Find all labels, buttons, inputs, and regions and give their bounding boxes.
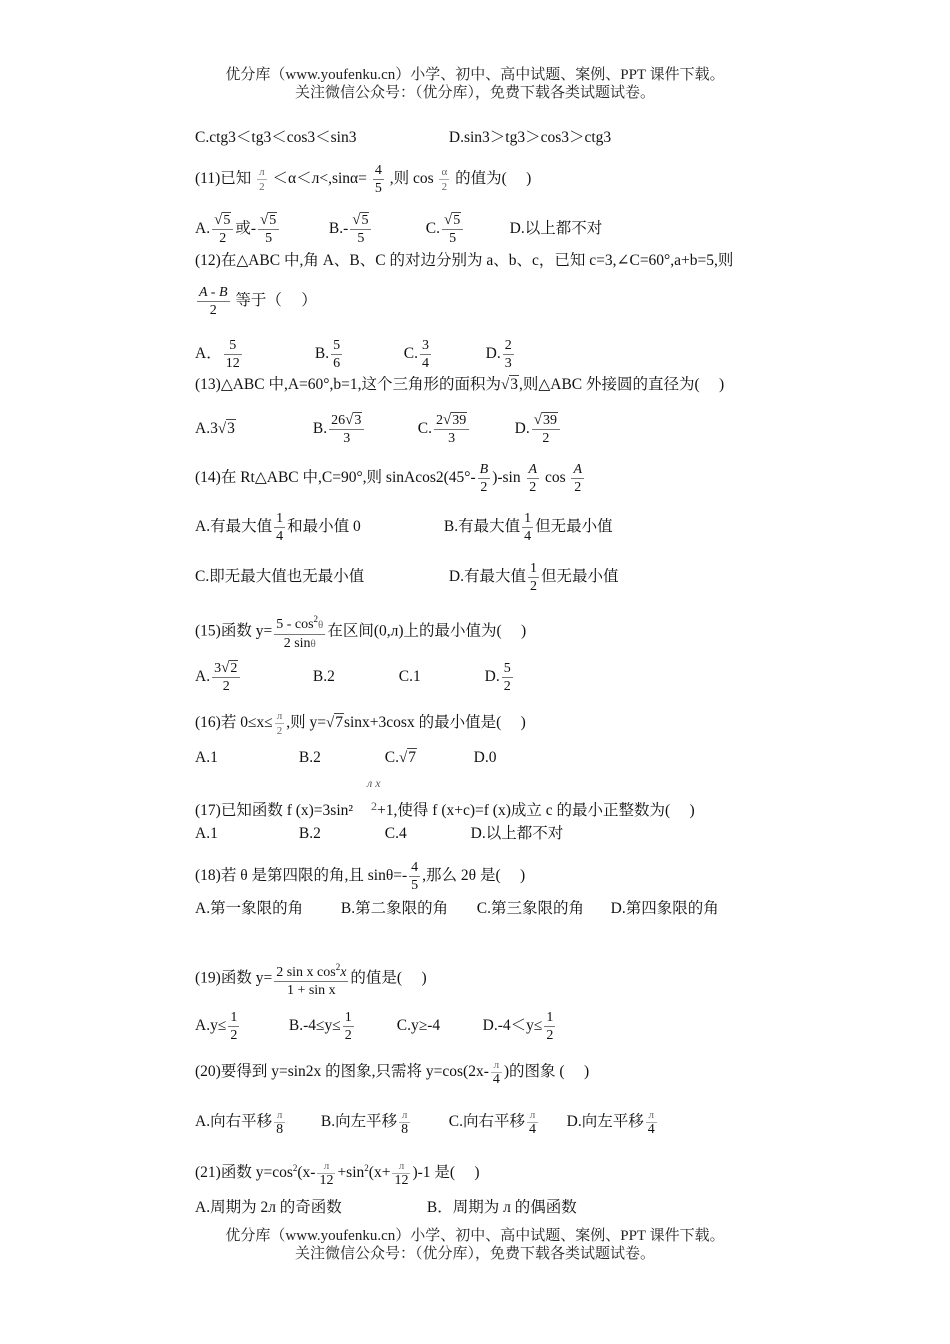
footer-line-2: 关注微信公众号：（优分库），免费下载各类试题试卷。 — [294, 1246, 655, 1262]
q13-options — [195, 412, 562, 447]
q14-options-cd — [195, 560, 618, 595]
q18-option-a: A.第一象限的角 — [195, 900, 304, 917]
q16-option-d: D.0 — [473, 749, 497, 766]
q21-stem: (21)函数 $y=\cos^2(x-$ $\frac{л}{12}$ $+\sin^2(x+$ $\frac{л}{12}$ )-1 是( ) — [195, 1159, 480, 1188]
q20-options — [195, 1108, 659, 1137]
q21-option-b: B．周期为 л 的偶函数 — [426, 1199, 577, 1216]
q19-option-d: D.-4＜y≤ $\frac{1}{2}$ — [482, 1010, 554, 1043]
frac-a-minus-b-over-2: $\frac{A - B}{2}$ — [199, 285, 228, 318]
frac-alpha-over-2: $\frac{\alpha}{2}$ — [441, 166, 448, 193]
q10-option-d: D.sin3＞tg3＞cos3＞ctg3 — [448, 129, 612, 146]
q15-option-a: A. $\frac{3√2}{2}$ — [195, 660, 309, 695]
q13-option-a: A.3√3 — [195, 420, 235, 438]
q16-option-b: B.2 — [298, 749, 321, 766]
q18-option-c: C.第三象限的角 — [476, 900, 584, 917]
q12-option-c: C. $\frac{3}{4}$ — [403, 338, 429, 371]
q19-option-a: A.y≤ $\frac{1}{2}$ — [195, 1010, 238, 1043]
q12-option-b: B. $\frac{5}{6}$ — [314, 338, 341, 371]
q18-options — [195, 899, 719, 919]
q17-option-a: A.1 — [195, 825, 218, 842]
q11-option-c: C. $\frac{√5}{5}$ — [426, 212, 506, 247]
q17-stem: (17)已知函数 f (x)=3sin² +1,使得 f (x+c)=f (x)成立 c 的最小正整数为( ) — [195, 802, 695, 819]
q13-stem: (13)△ABC 中,A=60°,b=1,这个三角形的面积为√3,则△ABC 外接圆的直径为( ) — [195, 376, 725, 393]
q11-options — [195, 212, 602, 247]
q19-options — [195, 1009, 557, 1044]
q17-option-b: B.2 — [298, 825, 321, 842]
q20-option-d: D.向左平移 $\frac{л}{4}$ — [566, 1109, 655, 1137]
q10-options — [195, 128, 611, 148]
q20-option-b: B.向左平移 $\frac{л}{8}$ — [320, 1109, 409, 1137]
q16-option-c: C.√7 — [384, 749, 416, 766]
q18-option-d: D.第四象限的角 — [610, 900, 719, 917]
q12-option-d: D. $\frac{2}{3}$ — [485, 338, 512, 371]
q19-option-c: C.y≥-4 — [396, 1017, 441, 1035]
q15-option-d: D. $\frac{5}{2}$ — [484, 661, 511, 694]
q17-options — [195, 824, 563, 844]
q20-option-a: A.向右平移 $\frac{л}{8}$ — [195, 1109, 284, 1137]
footer-line-1: 优分库（www.youfenku.cn）小学、初中、高中试题、案例、PPT 课件下载。 — [225, 1228, 725, 1244]
frac-4-5: $\frac{4}{5}$ — [374, 163, 382, 196]
q12-options — [195, 337, 516, 372]
frac-pi-over-2: $\frac{л}{2}$ — [259, 166, 265, 193]
q17-option-d: D.以上都不对 — [470, 825, 564, 842]
q16-stem: (16)若 0≤x≤ $\frac{л}{2}$ ,则 y=√7sinx+3cosx 的最小值是( ) — [195, 710, 526, 737]
q13-option-c: C. $\frac{2√39}{3}$ — [418, 412, 511, 447]
q13-option-b: B. $\frac{26√3}{3}$ — [313, 412, 414, 447]
q21-option-a: A.周期为 2л 的奇函数 — [195, 1199, 342, 1216]
q19-stem: (19)函数 y= $\frac{2 \sin x \cos^2x}{\text{1 + sin x}}$ 的值是( ) — [195, 959, 427, 999]
q16-option-a: A.1 — [195, 749, 218, 766]
q12-option-a: A． $\frac{5}{12}$ — [195, 338, 240, 371]
q12-stem: (12)在△ABC 中,角 A、B、C 的对边分别为 a、b、c，已知 c=3,∠C=60°,a+b=5,则 — [195, 252, 734, 269]
q21-options — [195, 1198, 577, 1218]
q20-option-c: C.向右平移 $\frac{л}{4}$ — [448, 1109, 536, 1137]
q11-stem: (11)已知 $\frac{л}{2}$ ＜α＜л<,sinα= $\frac{4}{5}$ ,则 cos $\frac{\alpha}{2}$ 的值为( ) — [195, 163, 532, 196]
q17-frac-top: л x — [367, 776, 381, 790]
q18-option-b: B.第二象限的角 — [340, 900, 449, 917]
q19-option-b: B.-4≤y≤ $\frac{1}{2}$ — [288, 1010, 352, 1043]
q13-option-d: D. $\frac{√39}{2}$ — [515, 412, 562, 447]
q18-stem: (18)若 θ 是第四限的角,且 sinθ=- $\frac{4}{5}$ ,那么 2θ 是( ) — [195, 860, 526, 893]
q15-options — [195, 660, 515, 695]
q17-frac-bottom: 2 — [371, 799, 377, 813]
q12-stem-2: $\frac{A - B}{2}$ 等于（ ） — [199, 285, 317, 318]
header-line-2: 关注微信公众号：（优分库），免费下载各类试题试卷。 — [294, 85, 655, 101]
q15-option-b: B.2 — [312, 668, 335, 686]
q20-stem: (20)要得到 y=sin2x 的图象,只需将 y=cos(2x- $\frac{л}{4}$ )的图象 ( ) — [195, 1059, 590, 1087]
q11-option-a: A. $\frac{√5}{2}$ 或- $\frac{√5}{5}$ — [195, 212, 325, 247]
q10-option-c: C.ctg3＜tg3＜cos3＜sin3 — [195, 129, 357, 146]
q14-option-a: A.有最大值 $\frac{1}{4}$ 和最小值 0 — [195, 511, 361, 544]
q15-stem: (15)函数 y= $\frac{5 - \cos^2\theta}{2 \sin\theta}$ 在区间(0,л)上的最小值为( ) — [195, 611, 526, 653]
q16-options — [195, 748, 496, 768]
q11-option-b: B.- $\frac{√5}{5}$ — [329, 212, 422, 247]
q15-option-c: C.1 — [398, 668, 421, 686]
q14-stem: (14)在 Rt△ABC 中,C=90°,则 sinAcos2(45°- $\frac{B}{2}$ )-sin $\frac{A}{2}$ cos $\frac{A}{2}$ — [195, 462, 583, 495]
q14-option-b: B.有最大值 $\frac{1}{4}$ 但无最小值 — [443, 511, 613, 544]
q14-option-d: D.有最大值 $\frac{1}{2}$ 但无最小值 — [448, 561, 619, 594]
q14-options-ab — [195, 510, 613, 545]
q11-option-d: D.以上都不对 — [509, 220, 603, 238]
q17-option-c: C.4 — [384, 825, 407, 842]
q14-option-c: C.即无最大值也无最小值 — [195, 568, 365, 586]
header-line-1: 优分库（www.youfenku.cn）小学、初中、高中试题、案例、PPT 课件下载。 — [225, 67, 725, 83]
